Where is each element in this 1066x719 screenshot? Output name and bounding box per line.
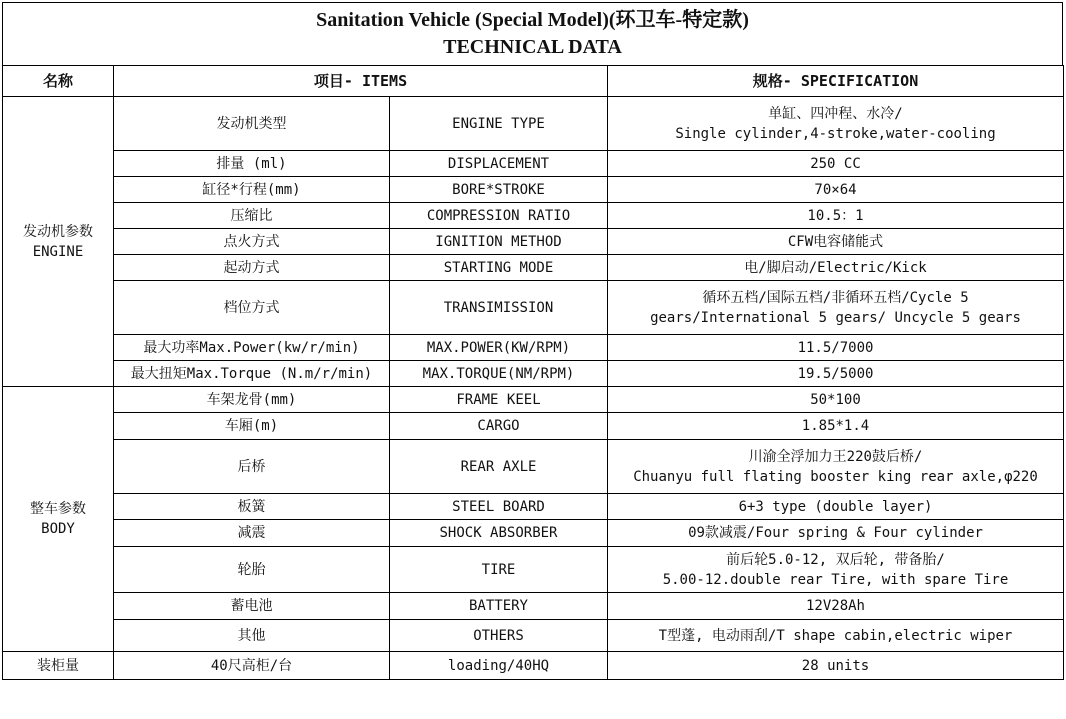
item-cn: 蓄电池	[114, 593, 390, 620]
table-row	[3, 203, 1064, 229]
item-en: DISPLACEMENT	[390, 151, 608, 177]
spec-sheet	[2, 2, 1063, 680]
table-row	[3, 413, 1064, 440]
item-en: loading/40HQ	[390, 652, 608, 680]
item-spec: 6+3 type (double layer)	[608, 494, 1064, 520]
item-en: BATTERY	[390, 593, 608, 620]
table-row	[3, 229, 1064, 255]
table-row	[3, 97, 1064, 151]
item-spec: 前后轮5.0-12, 双后轮, 带备胎/ 5.00-12.double rear Tire, with spare Tire	[608, 547, 1064, 593]
item-spec: 10.5：1	[608, 203, 1064, 229]
item-cn: 车架龙骨(mm)	[114, 387, 390, 413]
table-row	[3, 652, 1064, 680]
item-spec: CFW电容储能式	[608, 229, 1064, 255]
table-row	[3, 151, 1064, 177]
item-cn: 发动机类型	[114, 97, 390, 151]
item-cn: 车厢(m)	[114, 413, 390, 440]
item-spec: 250 CC	[608, 151, 1064, 177]
item-en: COMPRESSION RATIO	[390, 203, 608, 229]
category-body: 整车参数 BODY	[3, 387, 114, 652]
item-spec: 28 units	[608, 652, 1064, 680]
item-spec: 单缸、四冲程、水冷/ Single cylinder,4-stroke,water-cooling	[608, 97, 1064, 151]
header-spec: 规格- SPECIFICATION	[608, 66, 1064, 97]
item-en: REAR AXLE	[390, 440, 608, 494]
title-main: Sanitation Vehicle (Special Model)(环卫车-特定款)	[316, 9, 749, 31]
category-engine: 发动机参数 ENGINE	[3, 97, 114, 387]
table-row	[3, 387, 1064, 413]
item-cn: 最大功率Max.Power(kw/r/min)	[114, 335, 390, 361]
item-cn: 40尺高柜/台	[114, 652, 390, 680]
item-en: STEEL BOARD	[390, 494, 608, 520]
category-loading: 装柜量	[3, 652, 114, 680]
item-spec: 11.5/7000	[608, 335, 1064, 361]
item-cn: 档位方式	[114, 281, 390, 335]
item-cn: 排量 (ml)	[114, 151, 390, 177]
header-name: 名称	[3, 66, 114, 97]
item-spec: 电/脚启动/Electric/Kick	[608, 255, 1064, 281]
item-en: IGNITION METHOD	[390, 229, 608, 255]
item-spec: 循环五档/国际五档/非循环五档/Cycle 5 gears/International 5 gears/ Uncycle 5 gears	[608, 281, 1064, 335]
table-row	[3, 620, 1064, 652]
table-row	[3, 281, 1064, 335]
item-cn: 轮胎	[114, 547, 390, 593]
item-en: CARGO	[390, 413, 608, 440]
item-spec: T型蓬, 电动雨刮/T shape cabin,electric wiper	[608, 620, 1064, 652]
item-cn: 最大扭矩Max.Torque (N.m/r/min)	[114, 361, 390, 387]
item-cn: 缸径*行程(mm)	[114, 177, 390, 203]
item-cn: 点火方式	[114, 229, 390, 255]
table-row	[3, 335, 1064, 361]
item-cn: 板簧	[114, 494, 390, 520]
item-cn: 后桥	[114, 440, 390, 494]
item-spec: 川渝全浮加力王220鼓后桥/ Chuanyu full flating booster king rear axle,φ220	[608, 440, 1064, 494]
item-en: TRANSIMISSION	[390, 281, 608, 335]
item-spec: 70×64	[608, 177, 1064, 203]
item-en: TIRE	[390, 547, 608, 593]
table-row	[3, 440, 1064, 494]
item-cn: 减震	[114, 520, 390, 547]
item-cn: 起动方式	[114, 255, 390, 281]
item-en: STARTING MODE	[390, 255, 608, 281]
item-cn: 压缩比	[114, 203, 390, 229]
table-row	[3, 547, 1064, 593]
item-spec: 50*100	[608, 387, 1064, 413]
item-spec: 12V28Ah	[608, 593, 1064, 620]
table-row	[3, 177, 1064, 203]
table-row	[3, 593, 1064, 620]
item-spec: 19.5/5000	[608, 361, 1064, 387]
spec-table	[2, 65, 1064, 680]
item-en: ENGINE TYPE	[390, 97, 608, 151]
title-sub: TECHNICAL DATA	[443, 36, 622, 58]
table-row	[3, 520, 1064, 547]
item-en: MAX.TORQUE(NM/RPM)	[390, 361, 608, 387]
item-spec: 09款减震/Four spring & Four cylinder	[608, 520, 1064, 547]
item-en: SHOCK ABSORBER	[390, 520, 608, 547]
table-row	[3, 494, 1064, 520]
item-cn: 其他	[114, 620, 390, 652]
item-en: OTHERS	[390, 620, 608, 652]
table-row	[3, 255, 1064, 281]
item-spec: 1.85*1.4	[608, 413, 1064, 440]
item-en: MAX.POWER(KW/RPM)	[390, 335, 608, 361]
header-items: 项目- ITEMS	[114, 66, 608, 97]
header-row	[3, 66, 1064, 97]
item-en: BORE*STROKE	[390, 177, 608, 203]
item-en: FRAME KEEL	[390, 387, 608, 413]
table-row	[3, 361, 1064, 387]
title-box	[2, 2, 1063, 66]
